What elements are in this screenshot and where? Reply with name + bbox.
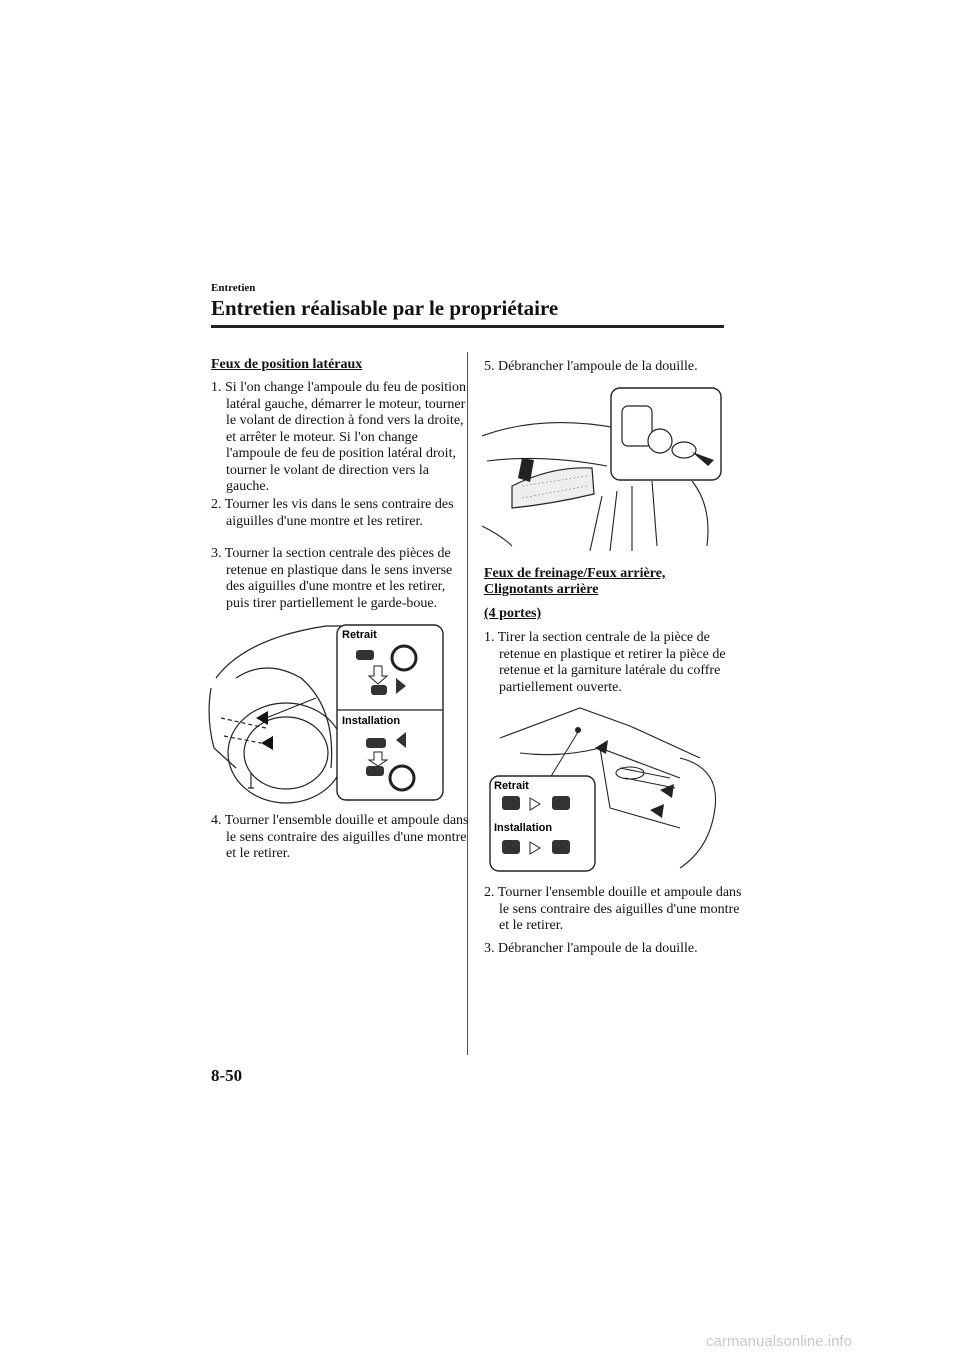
trunk-trim-figure	[480, 698, 724, 874]
right-figure-removal-label: Retrait	[494, 780, 529, 792]
right-step-5: 5. Débrancher l'ampoule de la douille.	[484, 359, 698, 374]
right-heading-line-2: Clignotants arrière	[484, 582, 599, 597]
left-step-1: 1. Si l'on change l'ampoule du feu de position latéral gauche, démarrer le moteur, tourner le volant de direction à fond vers la droite, et arrêter le moteur. Si l'on change l'ampoule de feu de position latéral droit, tourner le volant de direction vers la gauche.	[211, 380, 467, 494]
side-marker-fender-figure	[206, 618, 446, 808]
page-number: 8-50	[211, 1066, 243, 1085]
left-heading: Feux de position latéraux	[211, 357, 363, 372]
right-subheading: (4 portes)	[484, 606, 542, 621]
title-rule	[211, 325, 724, 328]
left-step-4: 4. Tourner l'ensemble douille et ampoule dans le sens contraire des aiguilles d'une montre et le retirer.	[211, 813, 469, 861]
left-figure-install-label: Installation	[342, 715, 401, 727]
right-step-1: 1. Tirer la section centrale de la pièce de retenue en plastique et retirer la pièce de retenue et la garniture latérale du coffre partiellement ouverte.	[484, 630, 726, 695]
right-heading-line-1: Feux de freinage/Feux arrière,	[484, 566, 666, 581]
right-figure-install-label: Installation	[494, 822, 553, 834]
left-step-3: 3. Tourner la section centrale des pièces de retenue en plastique dans le sens inverse des aiguilles d'une montre et les retirer, puis tirer partiellement le garde-boue.	[211, 546, 453, 611]
right-step-2: 2. Tourner l'ensemble douille et ampoule dans le sens contraire des aiguilles d'une montre et le retirer.	[484, 885, 742, 933]
watermark: carmanualsonline.info	[706, 1333, 852, 1350]
left-step-2: 2. Tourner les vis dans le sens contraire des aiguilles d'une montre et les retirer.	[211, 497, 454, 529]
page-title: Entretien réalisable par le propriétaire	[211, 296, 559, 320]
left-figure-removal-label: Retrait	[342, 629, 377, 641]
right-step-3: 3. Débrancher l'ampoule de la douille.	[484, 941, 698, 956]
section-label: Entretien	[211, 282, 256, 294]
side-marker-bulb-figure	[482, 386, 724, 556]
